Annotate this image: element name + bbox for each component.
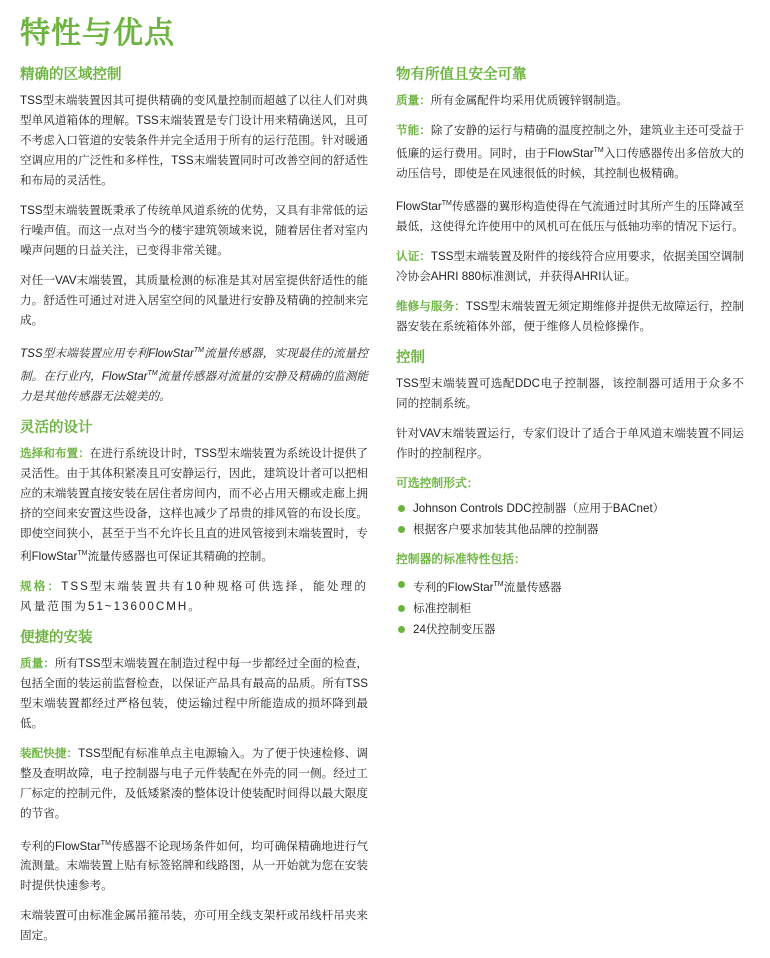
content-columns: [20, 66, 750, 958]
bullet-list: [396, 574, 744, 640]
paragraph: [20, 577, 368, 617]
right-column: [396, 66, 744, 958]
paragraph: TSS型末端装置应用专利FlowStar™流量传感器，实现最佳的流量控制。在行业内，FlowStar™流量传感器对流量的安静及精确的监测能力是其他传感器无法媲美的。: [20, 346, 368, 403]
controller-standard-features: [396, 550, 744, 640]
list-item: 根据客户要求加装其他品牌的控制器: [396, 519, 744, 540]
section-precise-zone-control: [20, 66, 368, 407]
paragraph-lead: 节能：: [396, 124, 431, 137]
list-item: 标准控制柜: [396, 598, 744, 619]
paragraph-lead: 维修与服务：: [396, 299, 466, 313]
paragraph: [396, 247, 744, 287]
bullet-list: [396, 498, 744, 540]
paragraph-lead: 质量：: [20, 656, 55, 670]
paragraph-lead: 认证：: [396, 249, 431, 263]
section-easy-installation: [20, 629, 368, 947]
section-heading: 灵活的设计: [20, 419, 93, 436]
paragraph: [396, 91, 744, 111]
list-title: 控制器的标准特性包括：: [396, 551, 526, 566]
paragraph-lead: 规格：: [20, 579, 62, 593]
paragraph: TSS型末端装置可选配DDC电子控制器，该控制器可适用于众多不同的控制系统。: [396, 376, 744, 410]
section-value-and-reliability: [396, 66, 744, 337]
section-heading: 精确的区域控制: [20, 67, 122, 83]
section-controls: [396, 349, 744, 640]
left-column: [20, 66, 368, 958]
optional-control-types: [396, 474, 744, 540]
paragraph: TSS型末端装置因其可提供精确的变风量控制而超越了以往人们对典型单风道箱体的理解。TSS末端装置是专门设计用来精确送风，且可不考虑入口管道的安装条件并完全适用于所有的运行范围。针对暖通空调应用的广泛性和多样性，TSS末端装置同时可改善空间的舒适性和布局的灵活性。: [20, 94, 368, 187]
paragraph: 专利的FlowStar™传感器不论现场条件如何，均可确保精确地进行气流测量。末端装置上贴有标签铭牌和线路图，从一开始就为您在安装时提供快速参考。: [20, 839, 368, 893]
paragraph: [20, 654, 368, 734]
paragraph-text: 在进行系统设计时，TSS型末端装置为系统设计提供了灵活性。由于其体积紧凑且可安静运行，因此，建筑设计者可以把相应的末端装置直接安装在居住者房间内，而不必占用天棚或走廊上拥挤的空间来安置这些设备，这样也减少了昂贵的排风管的布设长度。即使空间狭小，甚至于当不允许长且直的进风管接到末端装置时，专利FlowStar™流量传感器也可保证其精确的控制。: [20, 446, 368, 563]
paragraph-text: TSS型末端装置共有10种规格可供选择，能处理的风量范围为51~13600CMH。: [20, 579, 368, 613]
paragraph: 末端装置可由标准金属吊箍吊装，亦可用全线支架杆或吊线杆吊夹来固定。: [20, 909, 368, 943]
paragraph: TSS型末端装置既秉承了传统单风道系统的优势，又具有非常低的运行噪声值。而这一点对当今的楼宇建筑领域来说，随着居住者对室内噪声问题的日益关注，已变得非常关键。: [20, 204, 368, 257]
paragraph-text: 所有金属配件均采用优质镀锌钢制造。: [430, 94, 628, 107]
list-item: 24伏控制变压器: [396, 619, 744, 640]
paragraph: [20, 444, 368, 567]
paragraph-text: TSS型末端装置无须定期维修并提供无故障运行，控制器安装在系统箱体外部，便于维修人员检修操作。: [396, 299, 744, 333]
list-item: Johnson Controls DDC控制器（应用于BACnet）: [396, 498, 744, 519]
list-item: 专利的FlowStar™流量传感器: [396, 574, 744, 598]
paragraph: [20, 744, 368, 824]
page-title: 特性与优点: [20, 17, 175, 50]
paragraph: [396, 121, 744, 184]
paragraph: [396, 297, 744, 337]
section-heading: 物有所值且安全可靠: [396, 67, 527, 83]
section-heading: 便捷的安装: [20, 629, 93, 646]
paragraph: 对任一VAV末端装置，其质量检测的标准是其对居室提供舒适性的能力。舒适性可通过对进入居室空间的风量进行安静及精确的控制来完成。: [20, 274, 368, 327]
paragraph-lead: 装配快捷：: [20, 746, 79, 760]
paragraph: 针对VAV末端装置运行，专家们设计了适合于单风道末端装置不同运作时的控制程序。: [396, 426, 744, 460]
section-heading: 控制: [396, 349, 425, 366]
paragraph-text: 除了安静的运行与精确的温度控制之外，建筑业主还可受益于低廉的运行费用。同时，由于FlowStar™入口传感器传出多倍放大的动压信号，即使是在风速很低的时候，其控制也极精确。: [396, 124, 744, 180]
list-title: 可选控制形式：: [396, 475, 479, 490]
paragraph-lead: 质量：: [396, 94, 431, 107]
paragraph: FlowStar™传感器的翼形构造使得在气流通过时其所产生的压降减至最低，这使得允许使用中的风机可在低压与低轴功率的情况下运行。: [396, 199, 744, 233]
paragraph-lead: 选择和布置：: [20, 446, 90, 460]
paragraph-text: TSS型配有标准单点主电源输入。为了便于快速检修、调整及查明故障，电子控制器与电子元件装配在外壳的同一侧。经过工厂标定的控制元件，及低矮紧凑的整体设计使装配时间得以最大限度的节省。: [20, 746, 368, 820]
paragraph-text: TSS型末端装置及附件的接线符合应用要求，依据美国空调制冷协会AHRI 880标准测试，并获得AHRI认证。: [396, 249, 744, 283]
section-flexible-design: [20, 419, 368, 617]
paragraph-text: 所有TSS型末端装置在制造过程中每一步都经过全面的检查，包括全面的装运前监督检查，以保证产品具有最高的品质。所有TSS型末端装置都经过严格包装，使运输过程中所能造成的损坏降到最低。: [20, 656, 368, 730]
